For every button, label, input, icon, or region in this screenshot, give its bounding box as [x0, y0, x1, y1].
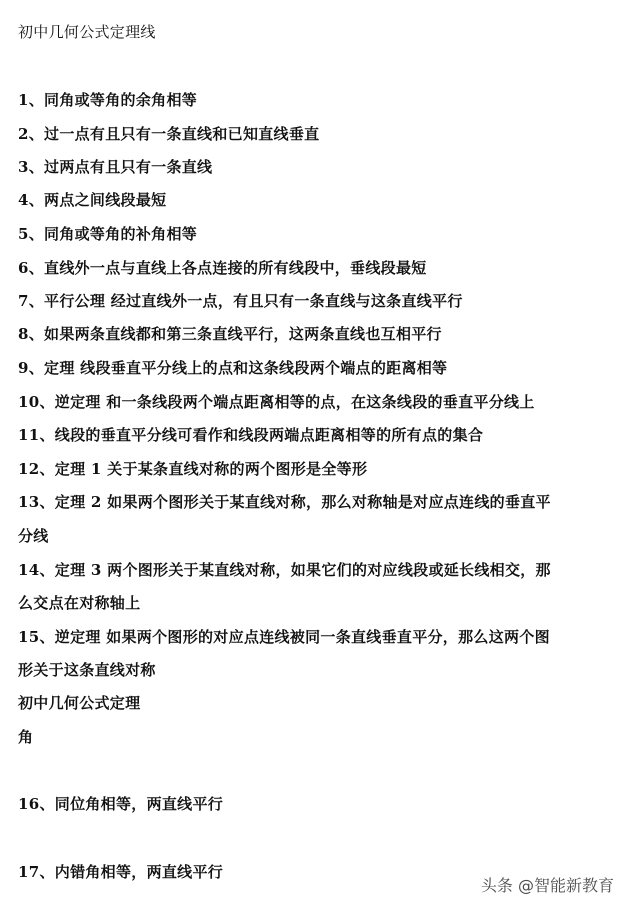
theorem-line-8: 8、如果两条直线都和第三条直线平行，这两条直线也互相平行	[18, 325, 442, 343]
theorem-line-9: 9、定理 线段垂直平分线上的点和这条线段两个端点的距离相等	[18, 359, 448, 377]
theorem-line-12: 12、定理 1 关于某条直线对称的两个图形是全等形	[18, 460, 368, 478]
theorem-line-3: 3、过两点有且只有一条直线	[18, 158, 213, 176]
theorem-line-14-cont: 么交点在对称轴上	[18, 594, 141, 612]
theorem-line-10: 10、逆定理 和一条线段两个端点距离相等的点，在这条线段的垂直平分线上	[18, 393, 535, 411]
theorem-line-15-cont: 形关于这条直线对称	[18, 661, 156, 679]
source-watermark: 头条 @智能新教育	[480, 876, 614, 895]
theorem-line-16: 16、同位角相等，两直线平行	[18, 795, 224, 813]
theorem-line-17: 17、内错角相等，两直线平行	[18, 863, 224, 881]
theorem-line-13: 13、定理 2 如果两个图形关于某直线对称，那么对称轴是对应点连线的垂直平	[18, 493, 551, 511]
theorem-line-13-cont: 分线	[18, 527, 49, 545]
theorem-line-7: 7、平行公理 经过直线外一点，有且只有一条直线与这条直线平行	[18, 292, 463, 310]
theorem-line-14: 14、定理 3 两个图形关于某直线对称，如果它们的对应线段或延长线相交，那	[18, 561, 551, 579]
theorem-line-1: 1、同角或等角的余角相等	[18, 91, 198, 109]
theorem-line-15: 15、逆定理 如果两个图形的对应点连线被同一条直线垂直平分，那么这两个图	[18, 628, 550, 646]
document-title: 初中几何公式定理线	[18, 23, 156, 41]
theorem-line-6: 6、直线外一点与直线上各点连接的所有线段中，垂线段最短	[18, 259, 427, 277]
theorem-line-2: 2、过一点有且只有一条直线和已知直线垂直	[18, 125, 320, 143]
theorem-line-4: 4、两点之间线段最短	[18, 191, 167, 209]
section-heading: 初中几何公式定理	[18, 694, 141, 712]
theorem-line-11: 11、线段的垂直平分线可看作和线段两端点距离相等的所有点的集合	[18, 426, 484, 444]
theorem-line-5: 5、同角或等角的补角相等	[18, 225, 198, 243]
subsection-heading-angle: 角	[18, 728, 34, 746]
